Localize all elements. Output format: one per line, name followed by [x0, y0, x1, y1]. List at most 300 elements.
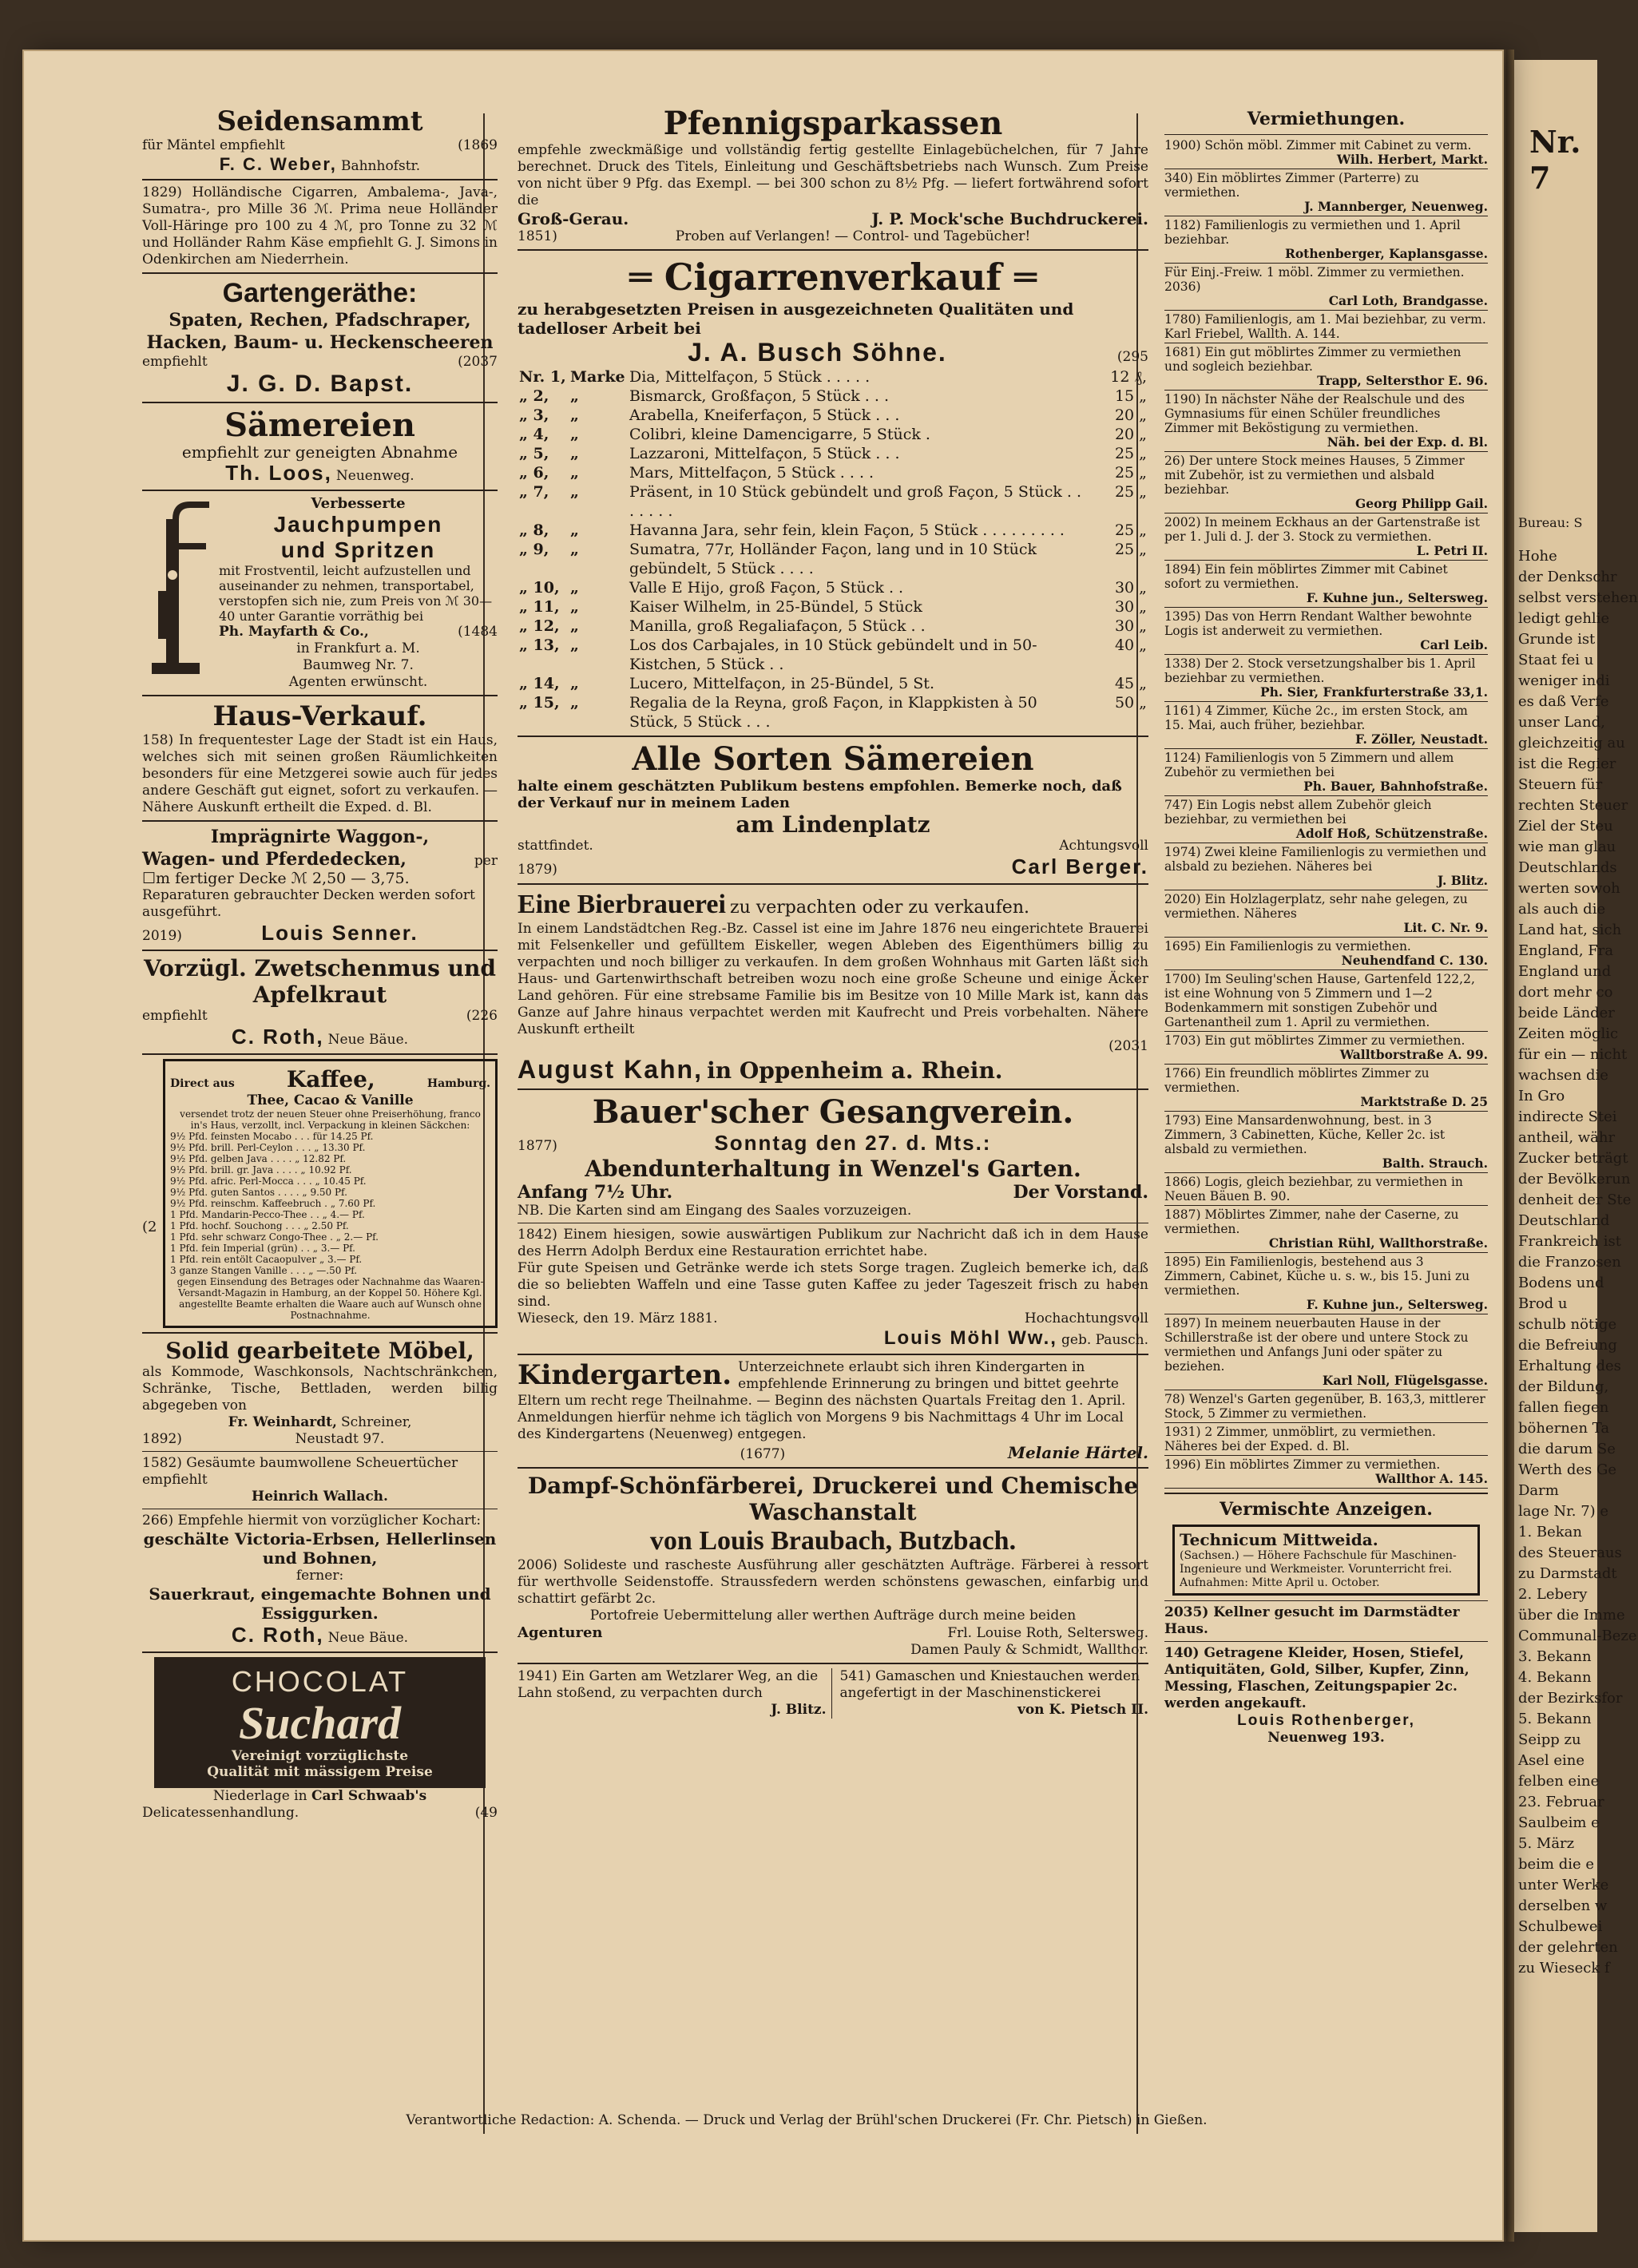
ad-title: Jauchpumpen — [273, 512, 443, 537]
ad-title: Vorzügl. Zwetschenmus und Apfelkraut — [144, 955, 496, 1008]
cigar-marke: „ — [570, 387, 579, 405]
ad-address: Neue Bäue. — [327, 1630, 409, 1646]
ad-firm: Louis Möhl Ww., — [883, 1327, 1057, 1349]
ad-title: Solid gearbeitete Möbel, — [165, 1338, 474, 1364]
cigar-price: 25 „ — [1114, 483, 1147, 501]
facing-page-line: böhernen Ta — [1518, 1420, 1610, 1437]
rental-ad — [1164, 892, 1488, 938]
ad-text: Reparaturen gebrauchter Decken werden sofort ausgeführt. — [142, 887, 475, 920]
ad-title: Sämereien — [224, 406, 415, 444]
ad-jauchpumpen — [142, 495, 498, 691]
ad-text-2: Für gute Speisen und Getränke werde ich stets Sorge tragen. Zugleich bemerke ich, daß die so beliebten Waffeln und eine Tasse guten Kaffee zu jeder Tageszeit frisch zu haben sind. — [518, 1260, 1148, 1310]
rental-ad — [1164, 515, 1488, 561]
rental-ad — [1164, 1255, 1488, 1314]
facing-page-line: 4. Bekann — [1518, 1669, 1592, 1686]
ad-text-2: ferner: — [295, 1568, 344, 1584]
cigar-marke: „ — [570, 598, 579, 616]
facing-page-line: Steuern für — [1518, 776, 1603, 793]
ad-ref: (2 — [142, 1219, 157, 1235]
rental-ad-text: 1182) Familienlogis zu vermiethen und 1. April beziehbar. — [1164, 218, 1461, 247]
facing-page-line: der Denkschr — [1518, 569, 1617, 585]
rental-ad-text: Für Einj.-Freiw. 1 möbl. Zimmer zu vermiethen. 2036) — [1164, 265, 1465, 294]
ad-hausverkauf — [142, 700, 498, 816]
rental-ad-text: 1887) Möblirtes Zimmer, nahe der Caserne, zu vermiethen. — [1164, 1207, 1459, 1236]
section-heading-2: Vermischte Anzeigen. — [1220, 1499, 1433, 1520]
ad-title: Kindergarten. — [518, 1359, 732, 1391]
rental-ad-text: 2002) In meinem Eckhaus an der Gartenstraße ist per 1. Juli d. J. der 3. Stock zu vermiethen. — [1164, 515, 1480, 544]
price-list-item: 1 Pfd. fein Imperial (grün) . . „ 3.— Pf. — [170, 1243, 355, 1254]
cigar-marke: „ — [570, 521, 579, 539]
rental-ad-firm: Marktstraße D. 25 — [1360, 1094, 1488, 1109]
rental-ad-firm: Karl Noll, Flügelsgasse. — [1322, 1373, 1488, 1388]
ad-note: Agenten erwünscht. — [288, 674, 428, 690]
cigar-marke: „ — [570, 636, 579, 654]
ad-ref: (2037 — [458, 354, 498, 370]
price-list-item: 1 Pfd. sehr schwarz Congo-Thee . „ 2.— Pf. — [170, 1231, 379, 1243]
price-list — [170, 1131, 490, 1276]
cigar-row — [518, 463, 1148, 482]
ad-cigarren-simons: 1829) Holländische Cigarren, Ambalema-, Java-, Sumatra-, pro Mille 36 ℳ. Prima neue Holländer Voll-Häringe pro 100 zu 4 ℳ, pro Tonne zu 32 ℳ und Holländer Rahm Käse empfiehlt G. J. Simons in Odenkirchen am Niederrhein. — [142, 184, 498, 268]
rental-ad-firm: Rothenberger, Kaplansgasse. — [1284, 246, 1488, 261]
rental-ad — [1164, 972, 1488, 1032]
facing-page-line: der Bildung, — [1518, 1378, 1609, 1395]
cigar-row — [518, 540, 1148, 578]
cigar-price: 30 „ — [1114, 598, 1147, 616]
facing-page-line: zu Wieseck f — [1518, 1960, 1610, 1977]
ad-title: Bauer'scher Gesangverein. — [592, 1093, 1074, 1131]
ad-cigarrenverkauf — [518, 255, 1148, 732]
ad-text: 2006) Solideste und rascheste Ausführung aller geschätzten Aufträge. Färberei à ressort für werthvolle Seidenstoffe. Straussfedern werden schönstens gewaschen, einfarbig und schattirt gefärbt 2c. — [518, 1557, 1148, 1607]
rental-ad-text: 1703) Ein gut möblirtes Zimmer zu vermiethen. — [1164, 1033, 1465, 1048]
facing-page-line: Erhaltung des — [1518, 1358, 1621, 1374]
rental-ad-text: 1161) 4 Zimmer, Küche 2c., im ersten Stock, am 15. Mai, auch früher, beziehbar. — [1164, 704, 1468, 732]
ad-intro: versendet trotz der neuen Steuer ohne Preiserhöhung, franco in's Haus, verzollt, incl. Verpackung in kleinen Säckchen: — [180, 1108, 481, 1131]
price-list-item: 1 Pfd. Mandarin-Pecco-Thee . . „ 4.— Pf. — [170, 1209, 365, 1220]
ad-kaffee — [142, 1059, 498, 1328]
ad-garten-verpachten — [518, 1668, 832, 1719]
ad-ankauf — [1164, 1645, 1488, 1747]
facing-page-line: dort mehr co — [1518, 984, 1613, 1001]
section-heading: Vermiethungen. — [1247, 109, 1406, 129]
ad-ref: (49 — [474, 1805, 498, 1821]
facing-page-line: selbst verstehen — [1518, 589, 1638, 606]
facing-page-line: werten sowoh — [1518, 880, 1620, 897]
ad-firm: Carl Berger. — [1011, 854, 1148, 878]
ad-city: in Oppenheim a. Rhein. — [707, 1057, 1003, 1084]
rental-ad-text: 1894) Ein fein möblirtes Zimmer mit Cabinet sofort zu vermiethen. — [1164, 562, 1448, 591]
rental-ad — [1164, 454, 1488, 513]
ad-title-2: und Spritzen — [280, 537, 436, 562]
rental-ad — [1164, 218, 1488, 264]
facing-page-line: Brod u — [1518, 1295, 1568, 1312]
ad-title-2: Wagen- und Pferdedecken, — [142, 849, 407, 870]
cigar-number: „ 3, — [519, 406, 549, 424]
rental-ad — [1164, 138, 1488, 169]
cigar-description: Valle E Hijo, groß Façon, 5 Stück . . — [629, 579, 904, 597]
ad-firm: J. Blitz. — [771, 1702, 827, 1718]
facing-page-line: Staat fei u — [1518, 652, 1594, 668]
facing-page-line: unser Land, — [1518, 714, 1605, 731]
rental-ad-text: 340) Ein möblirtes Zimmer (Parterre) zu vermiethen. — [1164, 171, 1419, 200]
facing-page-line: Hohe — [1518, 548, 1557, 565]
cigar-price: 15 „ — [1114, 387, 1147, 405]
rental-ad-text: 1700) Im Seuling'schen Hause, Gartenfeld 122,2, ist eine Wohnung von 5 Zimmern und 1—2 Bodenkammern mit sonstigen Zubehör und Gartenantheil zum 1. April zu vermiethen. — [1164, 972, 1475, 1029]
rental-ad-text: 1897) In meinem neuerbauten Hause in der Schillerstraße ist der obere und untere Stock zu vermiethen und Anfangs Juni oder später zu beziehen. — [1164, 1316, 1469, 1374]
cigar-number: „ 6, — [519, 464, 549, 482]
rental-ad-text: 2020) Ein Holzlagerplatz, sehr nahe gelegen, zu vermiethen. Näheres — [1164, 892, 1468, 921]
cigar-row — [518, 597, 1148, 617]
facing-page-line: derselben w — [1518, 1897, 1608, 1914]
rental-ad-firm: Walltborstraße A. 99. — [1339, 1047, 1488, 1062]
ad-text-3: Niederlage in — [212, 1788, 307, 1804]
facing-page-line: indirecte Stei — [1518, 1108, 1617, 1125]
facing-page-line: Frankreich ist — [1518, 1233, 1621, 1250]
facing-page-line: lage Nr. 7) e — [1518, 1503, 1609, 1520]
price-list-item: 1 Pfd. hochf. Souchong . . . „ 2.50 Pf. — [170, 1220, 349, 1231]
facing-page-line: unter Werke — [1518, 1877, 1609, 1893]
rental-ad-firm: Balth. Strauch. — [1382, 1156, 1488, 1171]
ad-pfennigsparkassen — [518, 105, 1148, 245]
facing-page-line: Asel eine — [1518, 1752, 1585, 1769]
cigar-price: 20 „ — [1114, 426, 1147, 443]
cigar-row — [518, 521, 1148, 540]
ad-greeting: Hochachtungsvoll — [1024, 1310, 1148, 1326]
ad-label: Agenturen — [518, 1624, 603, 1641]
ad-ref: 1879) — [518, 862, 557, 878]
cigar-marke: „ — [570, 694, 579, 712]
rental-ad — [1164, 1425, 1488, 1456]
ad-subtitle: zu verpachten oder zu verkaufen. — [730, 898, 1029, 918]
cigar-number: „ 10, — [519, 579, 560, 597]
cigar-price: 30 „ — [1114, 579, 1147, 597]
ad-firm: J. A. Busch Söhne. — [688, 338, 947, 367]
ad-schoenfaerberei — [518, 1473, 1148, 1659]
price-list-item: 9½ Pfd. gelben Java . . . . „ 12.82 Pf. — [170, 1153, 347, 1164]
rental-ad — [1164, 392, 1488, 452]
rental-ad-text: 1866) Logis, gleich beziehbar, zu vermiethen in Neuen Bäuen B. 90. — [1164, 1175, 1463, 1203]
rental-ad-text: 1695) Ein Familienlogis zu vermiethen. — [1164, 939, 1411, 954]
facing-page-line: England, Fra — [1518, 942, 1614, 959]
rental-ad-firm: Näh. bei der Exp. d. Bl. — [1327, 434, 1488, 450]
rental-ad-text: 1190) In nächster Nähe der Realschule und des Gymnasiums für einen Schüler freundliches Zimmer mit Beköstigung zu vermiethen. — [1164, 392, 1465, 435]
cigar-number: „ 14, — [519, 675, 560, 692]
right-column — [1164, 104, 1488, 1750]
rental-ad-firm: F. Zöller, Neustadt. — [1355, 732, 1488, 747]
ad-title: Gartengeräthe: — [222, 278, 418, 308]
ad-event: Abendunterhaltung in Wenzel's Garten. — [585, 1156, 1081, 1182]
cigar-description: Lazzaroni, Mittelfaçon, 5 Stück . . . — [629, 445, 900, 462]
facing-page-text — [1513, 546, 1638, 1979]
rental-ad — [1164, 798, 1488, 843]
cigar-description: Regalia de la Reyna, groß Façon, in Klappkisten à 50 Stück, 5 Stück . . . — [629, 694, 1037, 731]
ad-street: Baumweg Nr. 7. — [303, 657, 414, 673]
facing-page-header: Nr. 7 — [1529, 124, 1581, 196]
ad-kindergarten — [518, 1359, 1148, 1463]
ad-start: Anfang 7½ Uhr. — [518, 1182, 673, 1203]
ad-firm: Fr. Weinhardt, — [228, 1414, 337, 1430]
facing-page-line: der Bevölkerun — [1518, 1171, 1631, 1188]
price-list-item: 9½ Pfd. brill. gr. Java . . . . „ 10.92 Pf. — [170, 1164, 352, 1176]
ad-firm: Louis Rothenberger, — [1237, 1712, 1415, 1729]
cigar-price: 25 „ — [1114, 521, 1147, 539]
price-list-item: 9½ Pfd. guten Santos . . . . „ 9.50 Pf. — [170, 1187, 347, 1198]
ad-agent-2: Damen Pauly & Schmidt, Wallthor. — [910, 1642, 1148, 1658]
facing-page-line: 23. Februar — [1518, 1794, 1604, 1810]
cigar-number: „ 7, — [519, 483, 549, 501]
rental-ad-firm: J. Mannberger, Neuenweg. — [1304, 199, 1488, 214]
cigar-marke: „ — [570, 483, 579, 501]
cigar-marke: „ — [570, 541, 579, 558]
cigar-description: Mars, Mittelfaçon, 5 Stück . . . . — [629, 464, 875, 482]
ad-intro: zu herabgesetzten Preisen in ausgezeichneten Qualitäten und tadelloser Arbeit bei — [518, 299, 1074, 338]
facing-page-line: Communal-Beze — [1518, 1628, 1637, 1644]
ad-text: mit Frostventil, leicht aufzustellen und auseinander zu nehmen, transportabel, verstopfen sich nie, zum Preis von ℳ 30—40 unter Garantie vorräthig bei — [219, 563, 493, 624]
ad-firm: C. Roth, — [231, 1025, 324, 1049]
rental-ad-firm: Lit. C. Nr. 9. — [1403, 920, 1488, 935]
facing-page-line: denheit der Ste — [1518, 1191, 1632, 1208]
ad-address: Neustadt 97. — [295, 1431, 385, 1447]
rental-ad-text: 1996) Ein möblirtes Zimmer zu vermiethen. — [1164, 1457, 1441, 1472]
ad-price: ☐m fertiger Decke ℳ 2,50 — 3,75. — [142, 870, 410, 887]
rental-ad-firm: Trapp, Seltersthor E. 96. — [1317, 373, 1488, 388]
ad-city: in Frankfurt a. M. — [296, 640, 420, 656]
ad-text-2: Portofreie Uebermittelung aller werthen Aufträge durch meine beiden — [589, 1608, 1077, 1624]
rental-ad-firm: Wallthor A. 145. — [1375, 1471, 1488, 1486]
ad-title: Pfennigsparkassen — [663, 105, 1003, 142]
cigar-description: Lucero, Mittelfaçon, in 25-Bündel, 5 St. — [629, 675, 934, 692]
ad-title: Kaffee, — [286, 1066, 375, 1092]
ad-greeting: Achtungsvoll — [1059, 838, 1148, 854]
ad-firm: Carl Schwaab's — [311, 1788, 427, 1804]
ad-waggondecken — [142, 826, 498, 946]
rental-ad — [1164, 265, 1488, 311]
ad-title: Eine Bierbrauerei — [518, 890, 726, 919]
ad-firm: Melanie Härtel. — [1007, 1443, 1148, 1462]
ad-title-text: Cigarrenverkauf — [664, 256, 1002, 299]
ad-place: am Lindenplatz — [736, 811, 930, 838]
facing-page-line: ist die Regier — [1518, 755, 1616, 772]
ad-text: In einem Landstädtchen Reg.-Bz. Cassel ist eine im Jahre 1876 neu eingerichtete Brauerei mit Felsenkeller und gefülltem Eiskeller, wegen Ableben des Eigenthümers billig zu verpachten und noch billiger zu verkaufen. In dem großen Wohnhaus mit Garten läßt sich Haus- und Gartenwirthschaft betreiben wozu noch eine große Scheune und einige Äcker Land gehören. Für eine strebsame Familie bis im Besitze von 10 Mille Mark ist, kann das Ganze auf Jahre hinaus verpachtet werden mit Kaufrecht und Preis vorbehalten. Nähere Auskunft ertheilt — [518, 921, 1148, 1037]
ad-gartengeraethe — [142, 278, 498, 398]
ad-firm: Heinrich Wallach. — [252, 1489, 388, 1505]
rental-ad-firm: Ph. Bauer, Bahnhofstraße. — [1303, 779, 1488, 794]
facing-page-line: wie man glau — [1518, 839, 1616, 855]
facing-page-line: Seipp zu — [1518, 1731, 1581, 1748]
facing-page-line: der gelehrten — [1518, 1939, 1618, 1956]
cigar-row — [518, 482, 1148, 521]
ad-text: als Kommode, Waschkonsols, Nachtschränkchen, Schränke, Tische, Bettladen, werden billig abgegeben von — [142, 1364, 498, 1414]
cigar-number: „ 12, — [519, 617, 560, 635]
ad-text: empfiehlt — [142, 354, 208, 370]
cigar-row — [518, 367, 1148, 387]
facing-page-line: Grunde ist — [1518, 631, 1596, 648]
facing-page-line: der Bezirksfor — [1518, 1690, 1623, 1707]
ad-city: Groß-Gerau. — [518, 209, 629, 228]
price-list-item: 9½ Pfd. feinsten Mocabo . . . für 14.25 Pf. — [170, 1131, 374, 1142]
ad-address: Neuenweg. — [335, 468, 414, 484]
ad-text-2: Qualität mit mässigem Preise — [207, 1764, 433, 1780]
rental-ad-text: 1793) Eine Mansardenwohnung, best. in 3 Zimmern, 3 Cabinetten, Küche, Keller 2c. ist alsbald zu vermiethen. — [1164, 1113, 1446, 1156]
ad-items-2: Sauerkraut, eingemachte Bohnen und Essiggurken. — [149, 1584, 491, 1623]
facing-page-line: weniger indi — [1518, 672, 1610, 689]
ad-text: empfiehlt — [142, 1008, 208, 1024]
facing-page-line: antheil, währ — [1518, 1129, 1616, 1146]
ad-title: ═ Cigarrenverkauf ═ — [629, 256, 1037, 299]
cigar-row — [518, 617, 1148, 636]
ad-title: Technicum Mittweida. — [1180, 1530, 1378, 1549]
ad-title: Seidensammt — [216, 105, 423, 137]
facing-page-line: 5. März — [1518, 1835, 1575, 1852]
facing-page-line: Land hat, sich — [1518, 922, 1622, 938]
rental-ad-firm: Carl Leib. — [1420, 637, 1488, 652]
facing-page-bureau: Bureau: S — [1518, 515, 1583, 530]
ad-kellner: 2035) Kellner gesucht im Darmstädter Haus. — [1164, 1604, 1460, 1637]
cigar-price: 12 ₰, — [1110, 368, 1147, 386]
cigar-number: „ 4, — [519, 426, 549, 443]
rental-ad — [1164, 1316, 1488, 1390]
ad-text: 158) In frequentester Lage der Stadt ist ein Haus, welches sich mit seinen großen Räumlichkeiten besonders für eine Metzgerei sowie auch für jedes andere Geschäft gut eignet, sofort zu verkaufen. — Nähere Auskunft ertheilt die Exped. d. Bl. — [142, 732, 498, 815]
cigar-price: 50 „ — [1114, 694, 1147, 712]
ad-place: Wieseck, den 19. März 1881. — [518, 1310, 718, 1326]
rental-ad — [1164, 562, 1488, 608]
facing-page-line: Bodens und — [1518, 1275, 1604, 1291]
facing-page-line: die Befreiung — [1518, 1337, 1617, 1354]
cigar-marke: „ — [570, 406, 579, 424]
ad-text: empfiehlt zur geneigten Abnahme — [181, 442, 458, 462]
cigar-price-table — [518, 367, 1148, 732]
ad-firm: von K. Pietsch II. — [1017, 1702, 1148, 1718]
cigar-row — [518, 406, 1148, 425]
cigar-description: Manilla, groß Regaliafaçon, 5 Stück . . — [629, 617, 926, 635]
middle-column — [518, 104, 1148, 1722]
ad-ref: (295 — [1116, 349, 1148, 365]
ad-text: Unterzeichnete erlaubt sich ihren Kindergarten in empfehlende Erinnerung zu bringen und bittet geehrte Eltern um recht rege Theilnahme. — Beginn des nächsten Quartals Freitag den 1. April. Anmeldungen hierfür nehme ich täglich von Morgens 9 bis Nachmittags 4 Uhr im Local des Kindergartens (Neuenweg) entgegen. — [518, 1359, 1126, 1442]
ad-kaffee-left: Direct aus — [170, 1077, 235, 1090]
ad-chocolat-suchard — [142, 1657, 498, 1822]
rental-ad-text: 1338) Der 2. Stock versetzungshalber bis 1. April beziehbar zu vermiethen. — [1164, 656, 1476, 685]
facing-page-line: über die Imme — [1518, 1607, 1625, 1624]
facing-page-line: schulb nötige — [1518, 1316, 1617, 1333]
ad-ref: 1877) — [518, 1138, 557, 1154]
price-list-item: 1 Pfd. rein entölt Cacaopulver „ 3.— Pf. — [170, 1254, 363, 1265]
rental-ad-text: 78) Wenzel's Garten gegenüber, B. 163,3, mittlerer Stock, 5 Zimmer zu vermiethen. — [1164, 1392, 1485, 1421]
facing-page-line: fallen fiegen — [1518, 1399, 1609, 1416]
cigar-price: 45 „ — [1114, 675, 1147, 692]
ad-title: Haus-Verkauf. — [212, 700, 427, 732]
facing-page-line: beim die e — [1518, 1856, 1595, 1873]
ad-kaffee-right: Hamburg. — [426, 1077, 490, 1090]
rental-ad-text: 747) Ein Logis nebst allem Zubehör gleich beziehbar, zu vermiethen bei — [1164, 798, 1432, 827]
ad-restauration — [518, 1227, 1148, 1350]
rental-ad — [1164, 312, 1488, 343]
ad-ref: 1892) — [142, 1431, 182, 1447]
rental-ad — [1164, 939, 1488, 970]
facing-page-line: England und — [1518, 963, 1612, 980]
rental-ad-text: 1931) 2 Zimmer, unmöblirt, zu vermiethen. Näheres bei der Exped. d. Bl. — [1164, 1425, 1436, 1453]
cigar-row — [518, 674, 1148, 693]
imprint-footer: Verantwortliche Redaction: A. Schenda. — Druck und Verlag der Brühl'schen Druckerei (Fr. Chr. Pietsch) in Gießen. — [406, 2112, 1208, 2128]
cigar-number: „ 8, — [519, 521, 549, 539]
ad-text: 541) Gamaschen und Kniestauchen werden angefertigt in der Maschinenstickerei — [839, 1668, 1140, 1701]
cigar-price: 25 „ — [1114, 445, 1147, 462]
cigar-number: „ 2, — [519, 387, 549, 405]
ad-text: 1842) Einem hiesigen, sowie auswärtigen Publikum zur Nachricht daß ich in dem Hause des Herrn Adolph Berdux eine Restauration errichtet habe. — [518, 1227, 1148, 1259]
cigar-description: Colibri, kleine Damencigarre, 5 Stück . — [629, 426, 930, 443]
ad-firm: J. G. D. Bapst. — [226, 371, 414, 397]
ad-text: für Mäntel empfiehlt — [142, 137, 285, 153]
facing-page-line: 5. Bekann — [1518, 1711, 1592, 1727]
cigar-price: 30 „ — [1114, 617, 1147, 635]
price-list-item: 9½ Pfd. reinschm. Kaffeebruch . „ 7.60 Pf. — [170, 1198, 376, 1209]
ad-note: Proben auf Verlangen! — Control- und Tagebücher! — [675, 228, 1031, 244]
cigar-price: 25 „ — [1114, 541, 1147, 558]
cigar-description: Los dos Carbajales, in 10 Stück gebündelt und in 50-Kistchen, 5 Stück . . — [629, 636, 1037, 673]
cigar-marke: „ — [570, 675, 579, 692]
ad-firm: J. P. Mock'sche Buchdruckerei. — [871, 209, 1148, 228]
facing-page-line: 3. Bekann — [1518, 1648, 1592, 1665]
ad-text: 1582) Gesäumte baumwollene Scheuertücher empfiehlt — [142, 1455, 458, 1488]
ad-kochart — [142, 1513, 498, 1647]
ad-job: Schreiner, — [341, 1414, 412, 1430]
rental-ad — [1164, 1066, 1488, 1112]
ad-per: per — [474, 853, 498, 869]
ad-technicum — [1172, 1525, 1480, 1596]
ad-address: Neue Bäue. — [327, 1032, 409, 1048]
facing-page-line: felben eine — [1518, 1773, 1600, 1790]
newspaper-page — [22, 50, 1504, 2242]
facing-page-line: Deutschland — [1518, 1212, 1610, 1229]
ad-firm: Louis Senner. — [261, 921, 418, 945]
facing-page-line: für ein — nicht — [1518, 1046, 1628, 1063]
cigar-number: „ 9, — [519, 541, 549, 558]
ad-firm: August Kahn, — [518, 1055, 703, 1084]
cigar-row — [518, 636, 1148, 674]
rental-ad — [1164, 704, 1488, 749]
ad-title: Imprägnirte Waggon-, — [210, 827, 430, 847]
facing-page-line: wachsen die — [1518, 1067, 1608, 1084]
cigar-number: „ 15, — [519, 694, 560, 712]
ad-agent-1: Frl. Louise Roth, Seltersweg. — [947, 1625, 1148, 1641]
facing-page-line: Werth des Ge — [1518, 1461, 1617, 1478]
ad-zwetschenmus — [142, 955, 498, 1049]
ad-firm: Th. Loos, — [225, 461, 332, 485]
rental-ad-firm: Georg Philipp Gail. — [1355, 496, 1488, 511]
cigar-marke: „ — [570, 617, 579, 635]
price-list-item: 9½ Pfd. afric. Perl-Mocca . . . „ 10.45 Pf. — [170, 1176, 367, 1187]
rental-ad — [1164, 1207, 1488, 1253]
rental-ad-text: 26) Der untere Stock meines Hauses, 5 Zimmer mit Zubehör, ist zu vermiethen und alsbald beziehbar. — [1164, 454, 1465, 497]
facing-page-line: die darum Se — [1518, 1441, 1616, 1457]
ad-note: NB. Die Karten sind am Eingang des Saales vorzuzeigen. — [518, 1203, 912, 1219]
rental-ad-text: 1780) Familienlogis, am 1. Mai beziehbar, zu verm. Karl Friebel, Wallth. A. 144. — [1164, 312, 1486, 341]
rental-ad-firm: Christian Rühl, Wallthorstraße. — [1268, 1235, 1488, 1251]
cigar-row — [518, 578, 1148, 597]
rental-ad-firm: Wilh. Herbert, Markt. — [1336, 152, 1488, 167]
ad-signature: Der Vorstand. — [1013, 1182, 1148, 1203]
facing-page-line: des Steueraus — [1518, 1544, 1622, 1561]
ad-saemereien-loos — [142, 407, 498, 486]
cigar-description: Präsent, in 10 Stück gebündelt und groß Façon, 5 Stück . . . . . . . — [629, 483, 1082, 520]
ad-items: geschälte Victoria-Erbsen, Hellerlinsen und Bohnen, — [143, 1529, 497, 1568]
rental-ad-text: 1395) Das von Herrn Rendant Walther bewohnte Logis ist anderweit zu vermiethen. — [1164, 609, 1473, 638]
rental-ad-firm: J. Blitz. — [1437, 873, 1488, 888]
rental-ad-text: 1124) Familienlogis von 5 Zimmern und allem Zubehör zu vermiethen bei — [1164, 751, 1454, 779]
facing-page-line: rechten Steuer — [1518, 797, 1628, 814]
price-list-item: 3 ganze Stangen Vanille . . . „ —.50 Pf. — [170, 1265, 358, 1276]
ad-ref: (1484 — [458, 624, 498, 640]
cigar-row — [518, 387, 1148, 406]
cigar-price: 40 „ — [1114, 636, 1147, 654]
